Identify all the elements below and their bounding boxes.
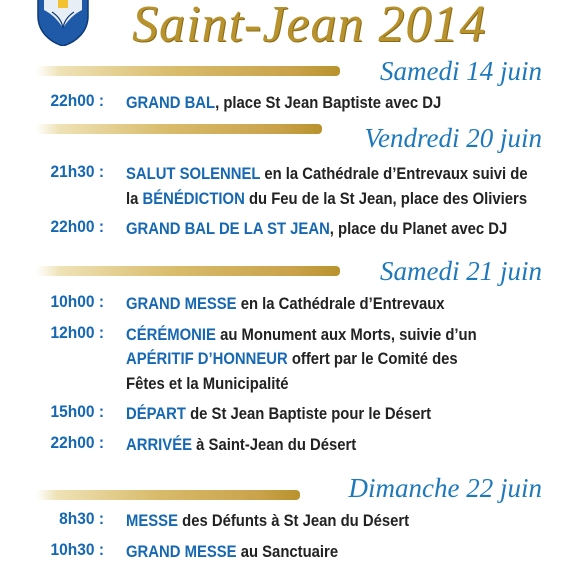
- divider-band: [36, 266, 340, 276]
- event-time: 15h00 :: [50, 403, 104, 421]
- event-highlight: ARRIVÉE: [126, 435, 193, 454]
- event-time: 12h00 :: [50, 323, 104, 342]
- event-text: de St Jean Baptiste pour le Désert: [185, 405, 432, 423]
- event-description-line: [126, 293, 513, 315]
- event-time: 8h30 :: [59, 510, 104, 528]
- event-description-line: [126, 92, 513, 114]
- event-highlight: GRAND BAL DE LA ST JEAN: [126, 220, 330, 238]
- event-text: en la Cathédrale d’Entrevaux suivi de: [260, 165, 528, 183]
- event-text: Fêtes et la Municipalité: [126, 374, 289, 393]
- day-heading: Samedi 21 juin: [380, 256, 542, 286]
- event-description-line: [126, 218, 513, 240]
- event-description-line: [126, 510, 513, 532]
- day-heading: Samedi 14 juin: [380, 56, 542, 86]
- event-highlight: SALUT SOLENNEL: [126, 165, 261, 183]
- event-time: 10h00 :: [50, 293, 104, 311]
- coat-of-arms-icon: [34, 0, 92, 46]
- event-highlight: DÉPART: [126, 405, 186, 423]
- event-highlight: GRAND BAL: [126, 94, 216, 112]
- day-heading: Vendredi 20 juin: [364, 123, 542, 153]
- event-time: 10h30 :: [50, 540, 104, 559]
- event-description-line: [126, 163, 528, 185]
- event-time: 22h00 :: [50, 433, 104, 452]
- event-description-line: [126, 373, 513, 395]
- event-text: au Sanctuaire: [236, 542, 339, 561]
- event-text: offert par le Comité des: [287, 350, 458, 368]
- event-text: à Saint-Jean du Désert: [192, 435, 357, 454]
- event-highlight: APÉRITIF D’HONNEUR: [126, 350, 288, 368]
- event-description-line: [126, 324, 513, 346]
- event-time: 22h00 :: [50, 218, 104, 236]
- event-text: la: [126, 189, 143, 208]
- page-title: Saint-Jean 2014: [132, 0, 487, 53]
- event-highlight: GRAND MESSE: [126, 295, 237, 313]
- event-description-line: [126, 403, 513, 425]
- divider-band: [36, 66, 340, 76]
- event-highlight: MESSE: [126, 512, 179, 530]
- event-text: , place du Planet avec DJ: [329, 220, 508, 238]
- event-text: des Défunts à St Jean du Désert: [178, 512, 410, 530]
- event-text: au Monument aux Morts, suivie d’un: [215, 325, 477, 344]
- divider-band: [36, 490, 300, 500]
- event-highlight: BÉNÉDICTION: [142, 189, 245, 208]
- event-description-line: [126, 348, 513, 370]
- event-text: du Feu de la St Jean, place des Oliviers: [244, 189, 528, 208]
- event-description-line: [126, 188, 528, 210]
- divider-band: [36, 124, 322, 134]
- event-time: 22h00 :: [50, 92, 104, 110]
- day-heading: Dimanche 22 juin: [348, 473, 542, 503]
- event-text: , place St Jean Baptiste avec DJ: [215, 94, 442, 112]
- event-text: en la Cathédrale d’Entrevaux: [236, 295, 445, 313]
- event-description-line: [126, 434, 513, 456]
- event-time: 21h30 :: [50, 163, 104, 181]
- event-description-line: [126, 541, 513, 563]
- event-highlight: CÉRÉMONIE: [126, 325, 216, 344]
- event-highlight: GRAND MESSE: [126, 542, 237, 561]
